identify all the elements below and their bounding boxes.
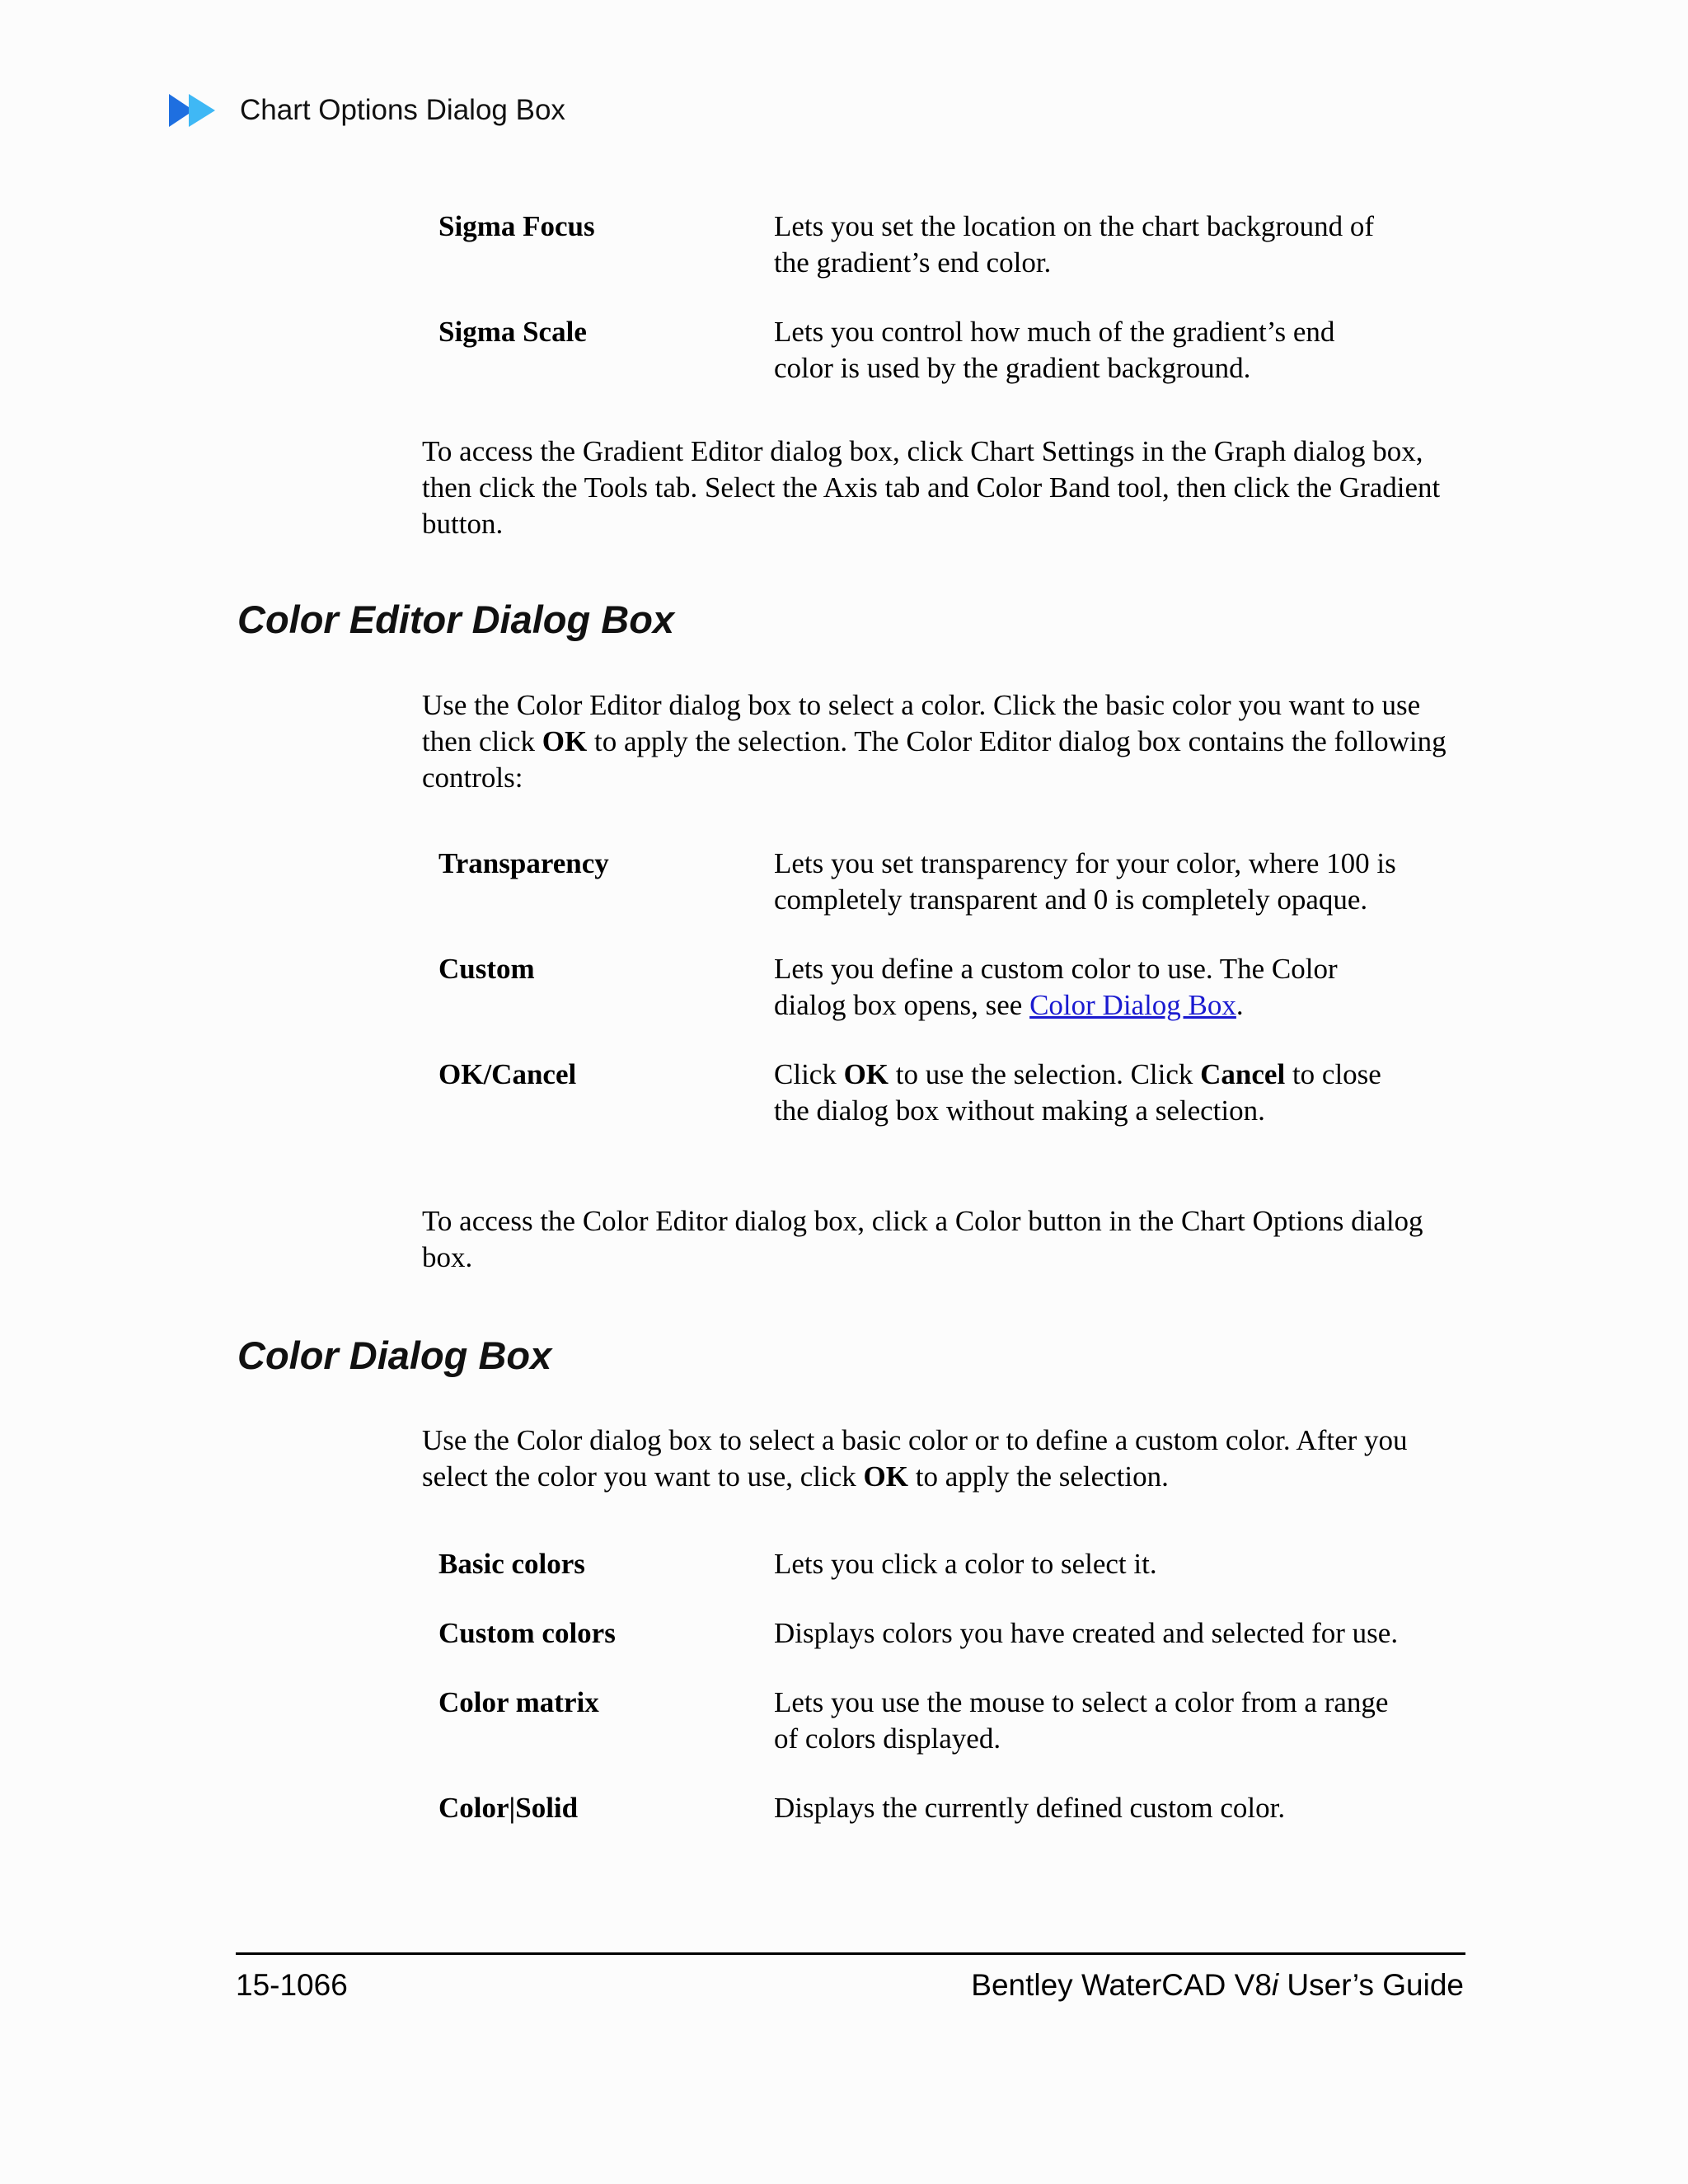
definition-term: Basic colors <box>438 1548 585 1580</box>
definition-row <box>438 951 1485 1024</box>
definition-desc: Lets you define a custom color to use. The Color dialog box opens, see Color Dialog Box. <box>774 953 1338 1021</box>
definition-row <box>438 209 1485 281</box>
definition-row <box>438 1685 1485 1757</box>
guide-title: Bentley WaterCAD V8i User’s Guide <box>971 1968 1464 2002</box>
definition-row <box>438 846 1485 918</box>
definition-desc: Lets you control how much of the gradient’s end color is used by the gradient background. <box>774 316 1335 384</box>
definition-term: OK/Cancel <box>438 1058 577 1090</box>
definition-desc: Lets you use the mouse to select a color from a range of colors displayed. <box>774 1686 1389 1755</box>
definition-term: Custom <box>438 953 535 985</box>
definition-desc: Lets you set the location on the chart background of the gradient’s end color. <box>774 210 1374 279</box>
definition-term: Color|Solid <box>438 1792 579 1824</box>
gradient-definitions <box>438 209 1485 419</box>
definition-term: Custom colors <box>438 1617 616 1649</box>
color-dialog-heading: Color Dialog Box <box>237 1333 552 1377</box>
double-chevron-icon <box>169 92 222 129</box>
running-header <box>169 86 565 135</box>
definition-row <box>438 314 1485 387</box>
definition-desc: Lets you click a color to select it. <box>774 1548 1157 1580</box>
definition-row <box>438 1615 1485 1652</box>
definition-desc: Click OK to use the selection. Click Cancel to close the dialog box without making a selection. <box>774 1058 1381 1127</box>
color-dialog-intro: Use the Color dialog box to select a basic color or to define a custom color. After you select the color you want to use, click OK to apply the selection. <box>422 1424 1408 1493</box>
definition-term: Transparency <box>438 847 609 879</box>
definition-desc: Lets you set transparency for your color, where 100 is completely transparent and 0 is completely opaque. <box>774 847 1396 916</box>
definition-term: Color matrix <box>438 1686 599 1718</box>
definition-row <box>438 1790 1485 1826</box>
color-editor-heading: Color Editor Dialog Box <box>237 598 675 641</box>
definition-row <box>438 1057 1485 1129</box>
color-editor-intro: Use the Color Editor dialog box to select a color. Click the basic color you want to use then click OK to apply the selection. The Color Editor dialog box contains the following controls: <box>422 689 1447 794</box>
gradient-access-paragraph: To access the Gradient Editor dialog box, click Chart Settings in the Graph dialog box, then click the Tools tab. Select the Axis tab and Color Band tool, then click the Gradient button. <box>422 435 1441 540</box>
footer-divider <box>236 1952 1465 1955</box>
ok-term: OK <box>863 1460 908 1493</box>
definition-desc: Displays colors you have created and selected for use. <box>774 1617 1399 1649</box>
ok-term: OK <box>542 725 588 757</box>
page-number: 15-1066 <box>236 1968 348 2002</box>
definition-row <box>438 1546 1485 1582</box>
definition-term: Sigma Scale <box>438 316 587 348</box>
definition-term: Sigma Focus <box>438 210 595 242</box>
color-dialog-box-link[interactable]: Color Dialog Box <box>1029 989 1236 1021</box>
color-editor-definitions <box>438 846 1485 1162</box>
header-title: Chart Options Dialog Box <box>240 94 565 126</box>
definition-desc: Displays the currently defined custom color. <box>774 1792 1286 1824</box>
color-editor-access-paragraph: To access the Color Editor dialog box, click a Color button in the Chart Options dialog box. <box>422 1205 1423 1273</box>
color-dialog-definitions <box>438 1546 1485 1859</box>
